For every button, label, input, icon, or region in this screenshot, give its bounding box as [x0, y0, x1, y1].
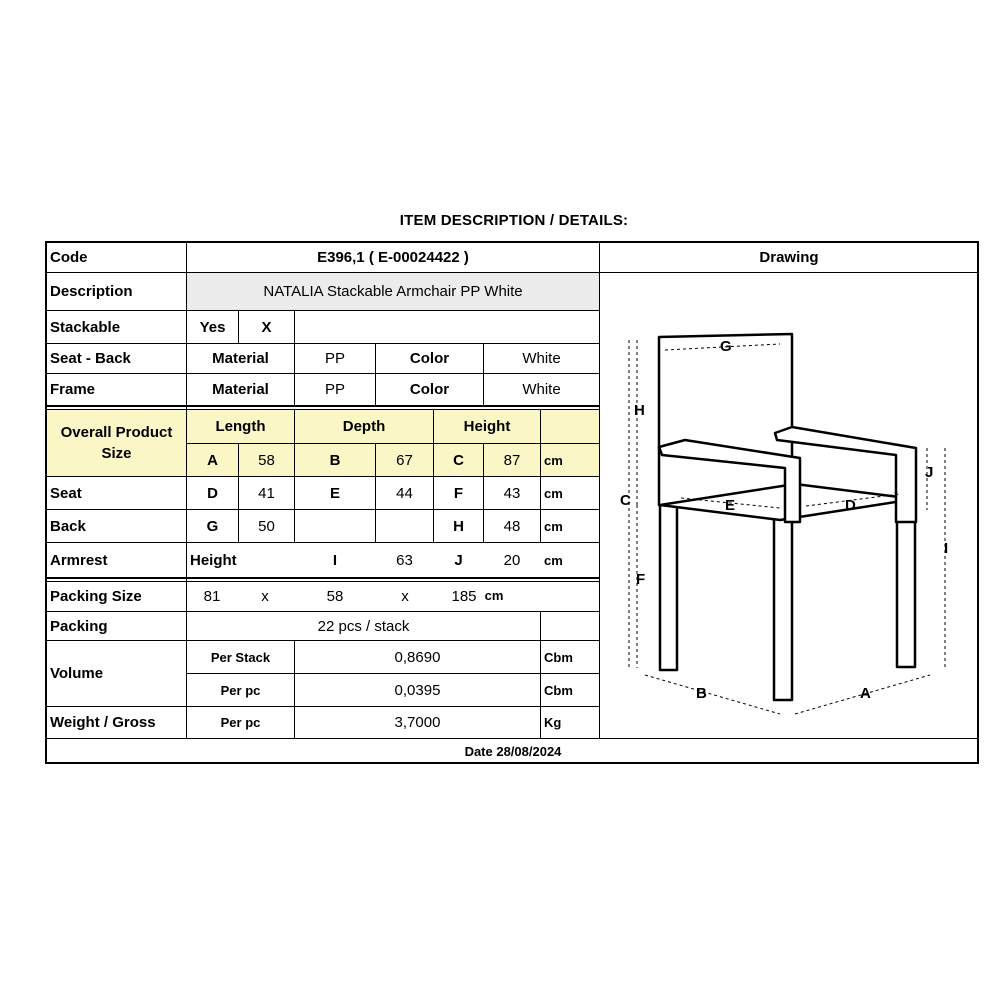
code-value: E396,1 ( E-00024422 ) [317, 249, 469, 266]
dim-b-value: 67 [396, 451, 413, 469]
height-header: Height [463, 418, 511, 435]
stackable-yes: Yes [199, 318, 226, 336]
dim-g-value: 50 [258, 517, 275, 535]
drawing-label-c: C [620, 492, 631, 509]
length-header: Length [215, 418, 266, 435]
drawing-label-a: A [860, 685, 871, 702]
stackable-label: Stackable [50, 318, 121, 336]
overall-size-label: Overall Product Size [60, 424, 173, 462]
dim-c-value: 87 [503, 451, 521, 469]
volume-per-stack-unit: Cbm [544, 649, 573, 665]
dim-h-value: 48 [503, 517, 521, 535]
drawing-label-i: I [944, 540, 949, 557]
volume-per-stack-label: Per Stack [210, 649, 271, 665]
chair-front-left-leg [774, 495, 792, 700]
description-label: Description [50, 283, 133, 300]
drawing-label-b: B [696, 685, 707, 702]
description-value: NATALIA Stackable Armchair PP White [263, 283, 523, 300]
volume-per-pc-value: 0,0395 [394, 681, 441, 699]
drawing-label-j: J [925, 464, 934, 481]
frame-material: PP [324, 381, 345, 398]
packing-x2: x [401, 588, 409, 605]
armrest-unit: cm [544, 552, 563, 568]
seat-label: Seat [50, 484, 82, 502]
dim-c-key: C [453, 451, 464, 469]
drawing-label-f: F [636, 571, 646, 588]
weight-label: Weight / Gross [50, 714, 156, 731]
drawing-header: Drawing [759, 249, 819, 266]
weight-value: 3,7000 [394, 714, 441, 731]
back-unit: cm [544, 518, 563, 534]
drawing-label-d: D [845, 497, 856, 514]
dim-j-key: J [454, 551, 463, 569]
packing-size-label: Packing Size [50, 588, 142, 605]
weight-per-pc-label: Per pc [220, 715, 261, 730]
drawing-label-h: H [634, 402, 645, 419]
frame-label: Frame [50, 381, 96, 398]
dim-d-value: 41 [258, 484, 275, 502]
weight-unit: Kg [544, 715, 562, 730]
overall-unit: cm [544, 452, 563, 468]
dim-b-key: B [329, 451, 341, 469]
drawing-label-g: G [720, 338, 732, 355]
volume-per-stack-value: 0,8690 [394, 648, 441, 666]
frame-color: White [522, 381, 561, 398]
back-label: Back [50, 517, 86, 535]
page-title: ITEM DESCRIPTION / DETAILS: [399, 212, 629, 229]
frame-material-label: Material [212, 381, 269, 398]
armrest-height-label: Height [190, 551, 237, 569]
dim-g-key: G [206, 517, 219, 535]
drawing-label-e: E [725, 497, 736, 514]
dim-f-key: F [453, 484, 464, 502]
armrest-label: Armrest [50, 551, 108, 569]
seat-back-color-label: Color [409, 350, 450, 367]
packing-label: Packing [50, 617, 108, 635]
depth-header: Depth [342, 418, 386, 435]
seat-back-material-label: Material [212, 350, 269, 367]
dim-i-value: 63 [396, 551, 413, 569]
chair-back-left-leg [660, 505, 677, 670]
dim-e-value: 44 [396, 484, 413, 502]
dim-d-key: D [207, 484, 218, 502]
packing-value: 22 pcs / stack [317, 617, 410, 635]
dim-j-value: 20 [503, 551, 521, 569]
dim-i-key: I [332, 551, 338, 569]
volume-label: Volume [50, 665, 104, 682]
frame-color-label: Color [409, 381, 450, 398]
packing-size-unit: cm [484, 588, 504, 603]
dim-h-key: H [453, 517, 464, 535]
packing-width: 58 [326, 588, 344, 605]
packing-x1: x [261, 588, 269, 605]
packing-length: 81 [203, 588, 221, 605]
seat-back-material: PP [324, 350, 345, 367]
dim-a-value: 58 [258, 451, 275, 469]
dim-a-key: A [207, 451, 218, 469]
chair-backrest [659, 334, 792, 505]
volume-per-pc-unit: Cbm [544, 682, 573, 698]
dim-e-key: E [329, 484, 340, 502]
date-label: Date 28/08/2024 [464, 743, 562, 759]
stackable-mark: X [261, 318, 272, 336]
seat-back-label: Seat - Back [50, 350, 131, 367]
seat-unit: cm [544, 485, 563, 501]
dim-f-value: 43 [503, 484, 521, 502]
chair-drawing [600, 272, 979, 738]
volume-per-pc-label: Per pc [220, 682, 261, 698]
packing-height: 185 [451, 588, 477, 605]
seat-back-color: White [522, 350, 561, 367]
code-label: Code [50, 249, 88, 266]
